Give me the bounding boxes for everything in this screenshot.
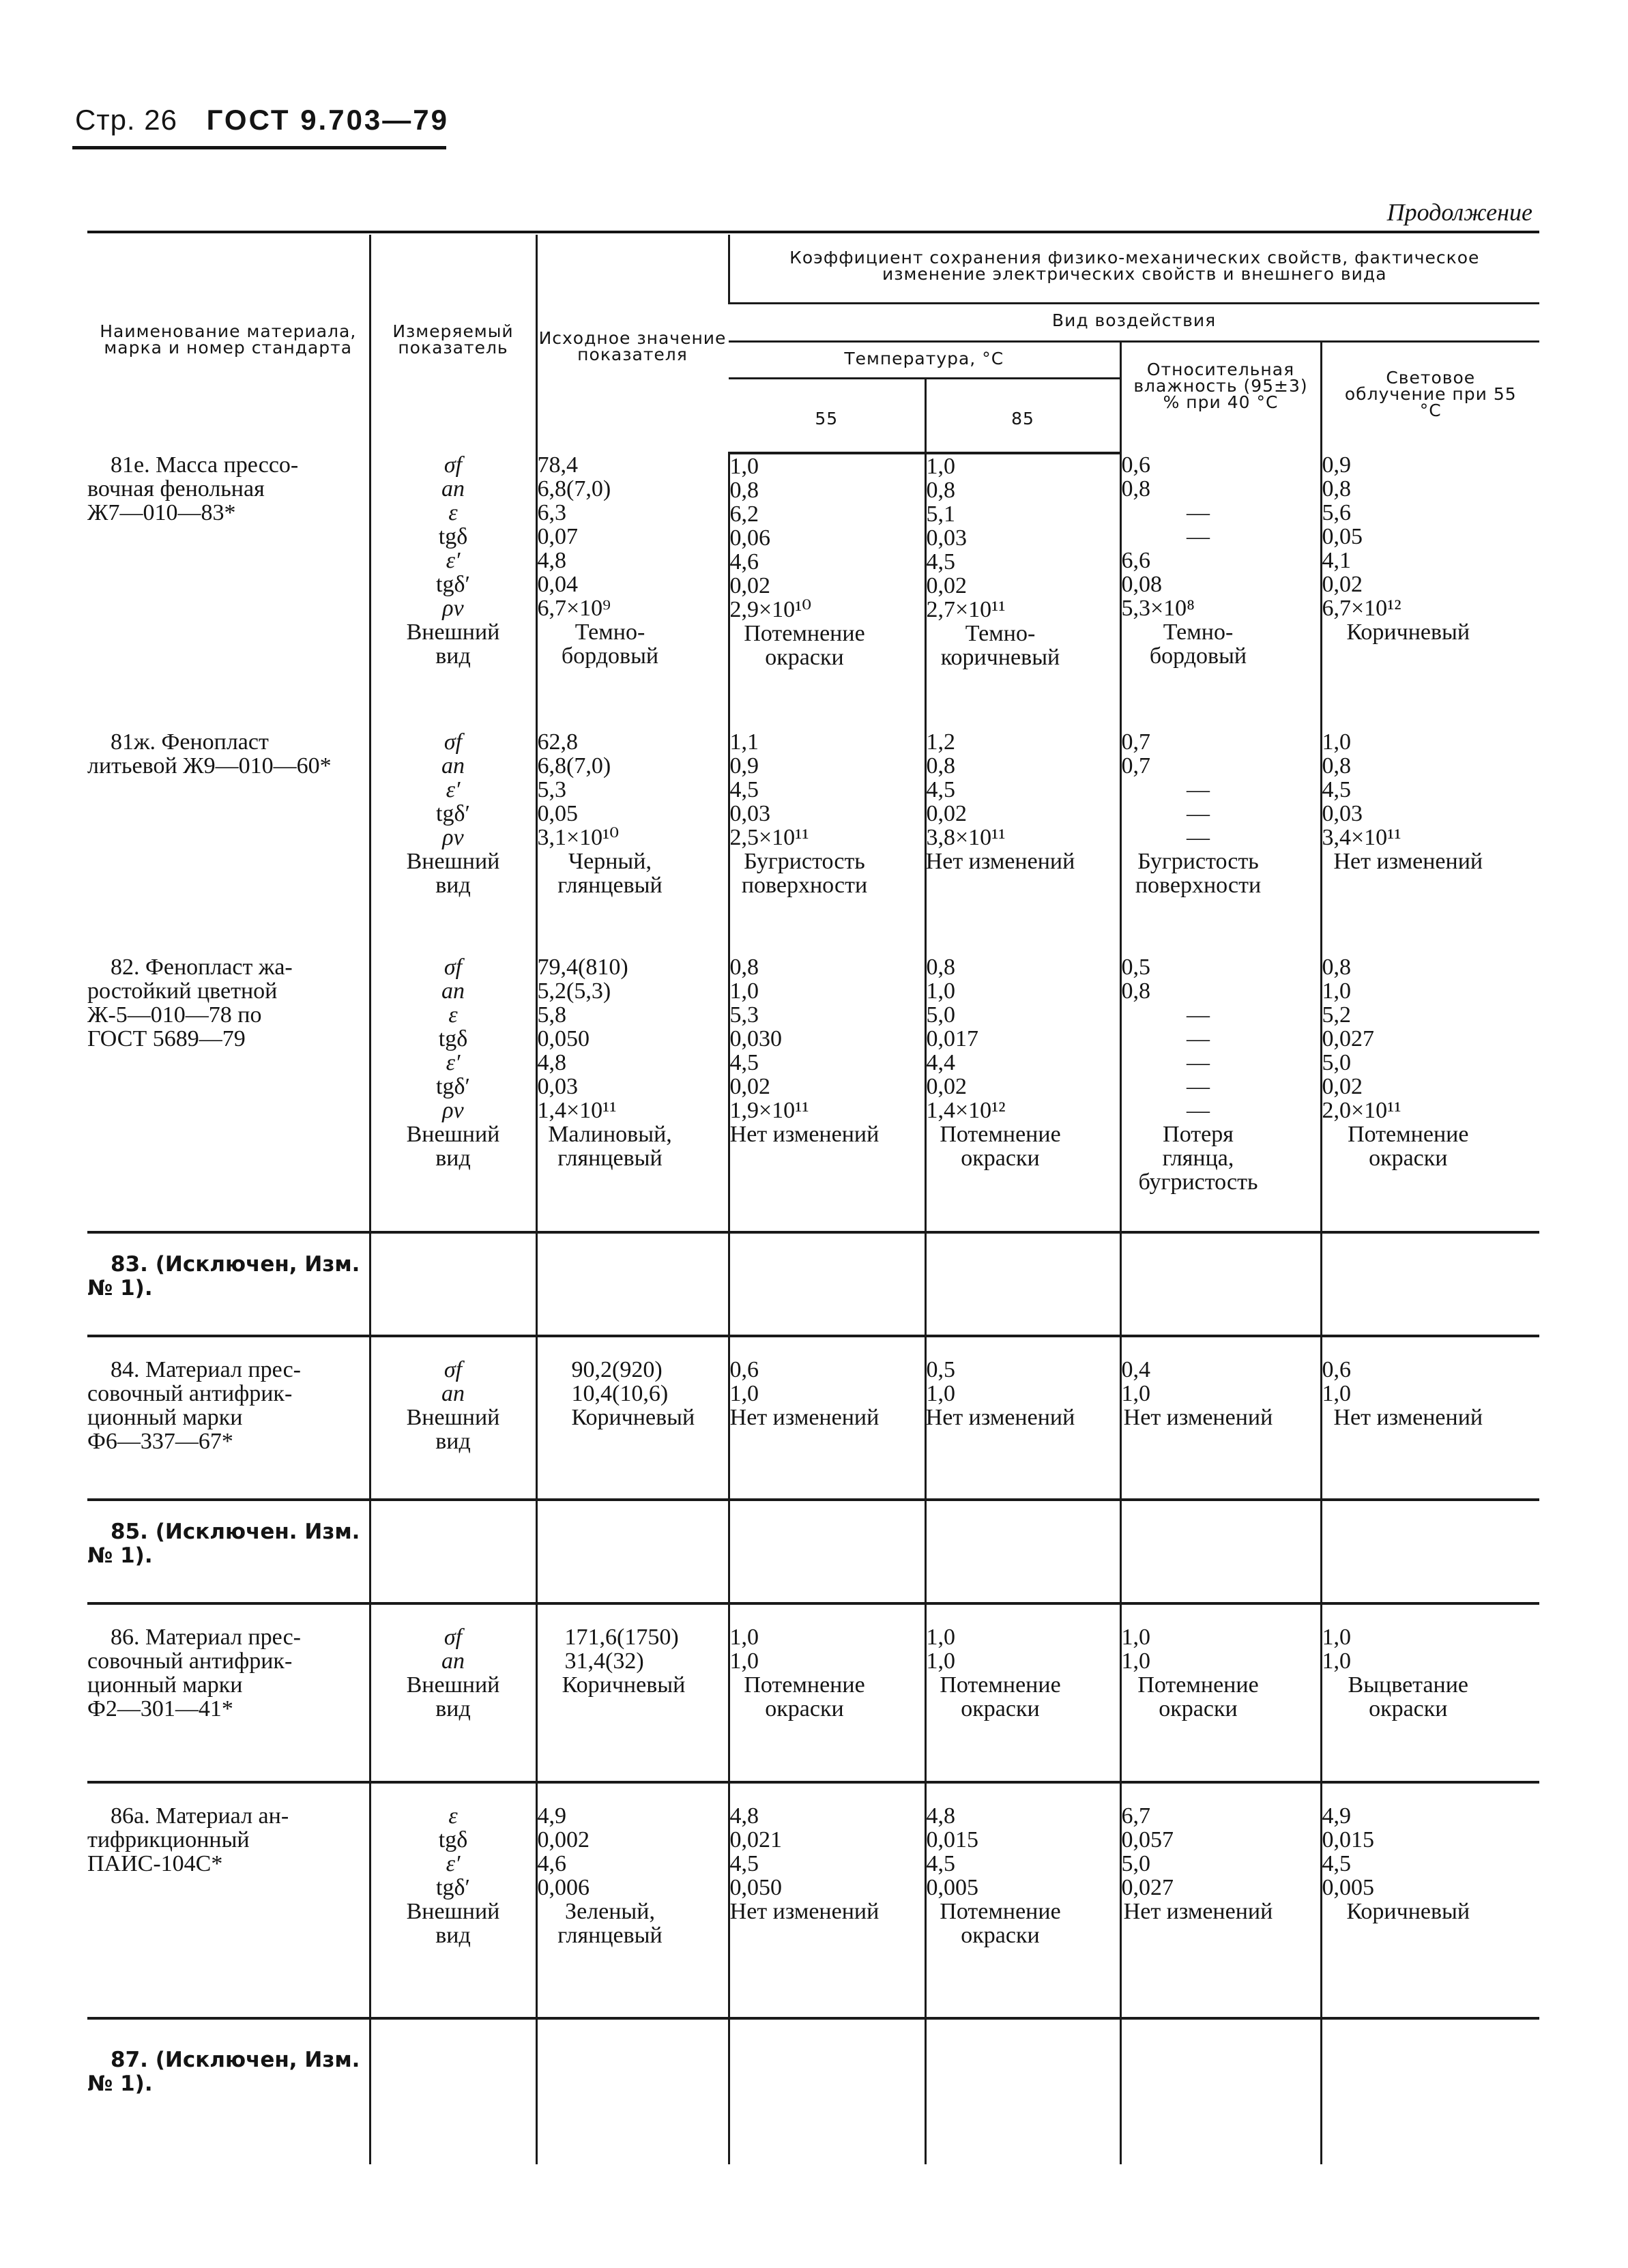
indicator-list: σf an Внешний вид bbox=[370, 1603, 536, 1782]
row-86a bbox=[87, 1782, 1539, 2018]
material-name: 85. (Исключен. Изм. № 1). bbox=[87, 1500, 370, 1603]
empty-cell bbox=[1120, 1232, 1321, 1336]
values-55: 1,0 0,8 6,2 0,06 4,6 0,02 2,9×10¹⁰ Потемнение окраски bbox=[729, 453, 925, 730]
indicator-list: σf an ε tgδ ε′ tgδ′ ρv Внешний вид bbox=[370, 453, 536, 730]
initial-values: 79,4(810) 5,2(5,3) 5,8 0,050 4,8 0,03 1,4×10¹¹ Малиновый, глянцевый bbox=[536, 955, 729, 1232]
values-85: 0,5 1,0 Нет изменений bbox=[925, 1336, 1120, 1500]
values-55: 1,1 0,9 4,5 0,03 2,5×10¹¹ Бугристость поверхности bbox=[729, 730, 925, 955]
table-top-rule bbox=[87, 231, 1539, 233]
empty-cell bbox=[536, 1500, 729, 1603]
values-55: 1,0 1,0 Потемнение окраски bbox=[729, 1603, 925, 1782]
empty-cell bbox=[925, 1500, 1120, 1603]
header-initial: Исходное значение показателя bbox=[536, 235, 729, 453]
indicator-list: σf an Внешний вид bbox=[370, 1336, 536, 1500]
header-impact: Вид воздействия bbox=[729, 303, 1539, 341]
material-name: 83. (Исключен, Изм. № 1). bbox=[87, 1232, 370, 1336]
values-85: 4,8 0,015 4,5 0,005 Потемнение окраски bbox=[925, 1782, 1120, 2018]
header-temperature: Температура, °С bbox=[729, 341, 1120, 378]
initial-values: 90,2(920) 10,4(10,6) Коричневый bbox=[536, 1336, 729, 1500]
material-name: 81ж. Фенопласт литьевой Ж9—010—60* bbox=[87, 729, 332, 779]
empty-cell bbox=[1120, 2018, 1321, 2164]
material-name: 87. (Исключен, Изм. № 1). bbox=[87, 2018, 370, 2164]
values-humidity: 0,6 0,8 — — 6,6 0,08 5,3×10⁸ Темно- бордовый bbox=[1120, 453, 1321, 730]
values-light: 1,0 1,0 Выцветание окраски bbox=[1321, 1603, 1539, 1782]
initial-values: 62,8 6,8(7,0) 5,3 0,05 3,1×10¹⁰ Черный, глянцевый bbox=[536, 730, 729, 955]
empty-cell bbox=[1321, 1232, 1539, 1336]
row-85 bbox=[87, 1500, 1539, 1603]
header-coefficient: Коэффициент сохранения физико-механических свойств, фактическое изменение электрических свойств и внешнего вида bbox=[729, 235, 1539, 303]
initial-values: 78,4 6,8(7,0) 6,3 0,07 4,8 0,04 6,7×10⁹ Темно- бордовый bbox=[536, 453, 729, 730]
initial-values: 4,9 0,002 4,6 0,006 Зеленый, глянцевый bbox=[536, 1782, 729, 2018]
empty-cell bbox=[729, 1232, 925, 1336]
material-name: 81е. Масса прессо- вочная фенольная Ж7—010—83* bbox=[87, 452, 299, 525]
row-82 bbox=[87, 955, 1539, 1232]
row-81zh bbox=[87, 730, 1539, 955]
material-name: 84. Материал прес- совочный антифрик- ционный марки Ф6—337—67* bbox=[87, 1336, 370, 1500]
indicator-list: ε tgδ ε′ tgδ′ Внешний вид bbox=[370, 1782, 536, 2018]
initial-values: 171,6(1750) 31,4(32) Коричневый bbox=[536, 1603, 729, 1782]
values-humidity: 0,7 0,7 — — — Бугристость поверхности bbox=[1120, 730, 1321, 955]
row-84 bbox=[87, 1336, 1539, 1500]
empty-cell bbox=[1321, 1500, 1539, 1603]
empty-cell bbox=[1321, 2018, 1539, 2164]
material-name: 86а. Материал ан- тифрикционный ПАИС-104С* bbox=[87, 1782, 370, 2018]
material-name: 86. Материал прес- совочный антифрик- ционный марки Ф2—301—41* bbox=[87, 1603, 370, 1782]
values-humidity: 6,7 0,057 5,0 0,027 Нет изменений bbox=[1120, 1782, 1321, 2018]
header-light: Световое облучение при 55 °С bbox=[1321, 341, 1539, 453]
row-86 bbox=[87, 1603, 1539, 1782]
header-rule bbox=[72, 146, 446, 149]
row-87 bbox=[87, 2018, 1539, 2164]
header-temp-85: 85 bbox=[925, 378, 1120, 453]
values-85: 1,2 0,8 4,5 0,02 3,8×10¹¹ Нет изменений bbox=[925, 730, 1120, 955]
values-85: 1,0 1,0 Потемнение окраски bbox=[925, 1603, 1120, 1782]
row-81e bbox=[87, 453, 1539, 730]
values-55: 4,8 0,021 4,5 0,050 Нет изменений bbox=[729, 1782, 925, 2018]
indicator-list: σf an ε′ tgδ′ ρv Внешний вид bbox=[370, 730, 536, 955]
empty-cell bbox=[925, 2018, 1120, 2164]
values-light: 1,0 0,8 4,5 0,03 3,4×10¹¹ Нет изменений bbox=[1321, 730, 1539, 955]
header-humidity: Относительная влажность (95±3) % при 40 °С bbox=[1120, 341, 1321, 453]
values-light: 0,6 1,0 Нет изменений bbox=[1321, 1336, 1539, 1500]
header-material: Наименование материала, марка и номер стандарта bbox=[100, 321, 357, 358]
header-indicator: Измеряемый показатель bbox=[370, 235, 536, 453]
empty-cell bbox=[536, 1232, 729, 1336]
indicator-list: σf an ε tgδ ε′ tgδ′ ρv Внешний вид bbox=[370, 955, 536, 1232]
header-temp-55: 55 bbox=[729, 378, 925, 453]
values-light: 0,8 1,0 5,2 0,027 5,0 0,02 2,0×10¹¹ Потемнение окраски bbox=[1321, 955, 1539, 1232]
standard-number: ГОСТ 9.703—79 bbox=[206, 104, 450, 136]
empty-cell bbox=[729, 1500, 925, 1603]
empty-cell bbox=[729, 2018, 925, 2164]
values-humidity: 0,5 0,8 — — — — — Потеря глянца, бугристость bbox=[1120, 955, 1321, 1232]
empty-cell bbox=[370, 2018, 536, 2164]
values-55: 0,6 1,0 Нет изменений bbox=[729, 1336, 925, 1500]
empty-cell bbox=[536, 2018, 729, 2164]
values-light: 0,9 0,8 5,6 0,05 4,1 0,02 6,7×10¹² Коричневый bbox=[1321, 453, 1539, 730]
values-light: 4,9 0,015 4,5 0,005 Коричневый bbox=[1321, 1782, 1539, 2018]
values-55: 0,8 1,0 5,3 0,030 4,5 0,02 1,9×10¹¹ Нет изменений bbox=[729, 955, 925, 1232]
empty-cell bbox=[1120, 1500, 1321, 1603]
material-name: 82. Фенопласт жа- ростойкий цветной Ж-5—010—78 по ГОСТ 5689—79 bbox=[87, 955, 293, 1051]
continuation-label: Продолжение bbox=[1386, 199, 1532, 226]
page-header bbox=[75, 104, 449, 136]
empty-cell bbox=[925, 1232, 1120, 1336]
table-header bbox=[87, 235, 1539, 453]
row-83 bbox=[87, 1232, 1539, 1336]
page-number: Стр. 26 bbox=[75, 104, 177, 136]
values-humidity: 1,0 1,0 Потемнение окраски bbox=[1120, 1603, 1321, 1782]
empty-cell bbox=[370, 1500, 536, 1603]
values-85: 1,0 0,8 5,1 0,03 4,5 0,02 2,7×10¹¹ Темно- коричневый bbox=[925, 453, 1120, 730]
values-85: 0,8 1,0 5,0 0,017 4,4 0,02 1,4×10¹² Потемнение окраски bbox=[925, 955, 1120, 1232]
values-humidity: 0,4 1,0 Нет изменений bbox=[1120, 1336, 1321, 1500]
empty-cell bbox=[370, 1232, 536, 1336]
properties-table bbox=[87, 235, 1539, 2164]
